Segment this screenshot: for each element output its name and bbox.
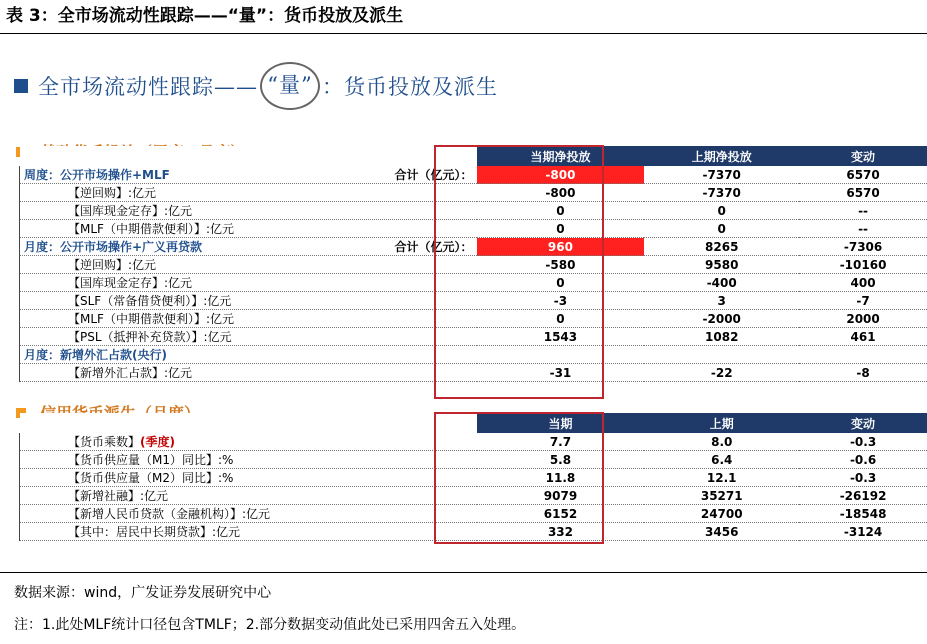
row-label-text: 【新增外汇占款】:亿元 xyxy=(68,366,193,380)
cell-current: -800 xyxy=(477,184,645,202)
table-row xyxy=(20,433,927,451)
table-row xyxy=(20,166,927,184)
cell-current: 9079 xyxy=(477,487,645,505)
cell-current: 960 xyxy=(477,238,645,256)
cell-previous: 1082 xyxy=(644,328,799,346)
col-header-current: 当期 xyxy=(477,413,645,433)
cell-change: 6570 xyxy=(799,166,927,184)
base-money-table xyxy=(19,146,927,382)
row-label-text: 【新增社融】:亿元 xyxy=(68,489,169,503)
row-label-text: 月度：新增外汇占款(央行) xyxy=(24,348,167,362)
cell-current: -3 xyxy=(477,292,645,310)
cell-change: 461 xyxy=(799,328,927,346)
table-header xyxy=(20,413,927,433)
col-header-change: 变动 xyxy=(799,146,927,166)
cell-previous: -7370 xyxy=(644,166,799,184)
table-row xyxy=(20,523,927,541)
row-label-text: 【货币供应量（M1）同比】:% xyxy=(68,453,234,467)
table-row xyxy=(20,202,927,220)
row-label xyxy=(20,310,477,328)
table-caption: 表 3：全市场流动性跟踪——“量”：货币投放及派生 xyxy=(6,6,404,26)
title-text-after: ：货币投放及派生 xyxy=(322,75,498,99)
cell-previous: 9580 xyxy=(644,256,799,274)
row-label xyxy=(20,505,477,523)
row-label xyxy=(20,184,477,202)
row-total-note: 合计（亿元）： xyxy=(394,168,473,182)
row-label-text: 周度：公开市场操作+MLF xyxy=(24,168,170,182)
cell-current: 11.8 xyxy=(477,469,645,487)
table-header xyxy=(20,146,927,166)
table-row xyxy=(20,184,927,202)
title-circled-word: “量” xyxy=(260,62,320,110)
row-label xyxy=(20,274,477,292)
cell-change: -10160 xyxy=(799,256,927,274)
table-row xyxy=(20,292,927,310)
col-header-change: 变动 xyxy=(799,413,927,433)
row-label-text: 【货币供应量（M2）同比】:% xyxy=(68,471,234,485)
table-row xyxy=(20,310,927,328)
title-text-before: 全市场流动性跟踪—— xyxy=(38,75,258,99)
row-label xyxy=(20,523,477,541)
cell-current: 0 xyxy=(477,220,645,238)
cell-current: 5.8 xyxy=(477,451,645,469)
cell-current: -800 xyxy=(477,166,645,184)
cell-previous: 12.1 xyxy=(644,469,799,487)
cell-previous: -2000 xyxy=(644,310,799,328)
cell-change: -- xyxy=(799,202,927,220)
cell-previous: -400 xyxy=(644,274,799,292)
cell-change: 2000 xyxy=(799,310,927,328)
table-row xyxy=(20,346,927,364)
cell-previous: 6.4 xyxy=(644,451,799,469)
cell-previous: 0 xyxy=(644,220,799,238)
table-row xyxy=(20,364,927,382)
row-label xyxy=(20,487,477,505)
row-label xyxy=(20,166,477,184)
row-total-note: 合计（亿元）： xyxy=(394,240,473,254)
row-label xyxy=(20,364,477,382)
row-label-text: 【SLF（常备借贷便利）】:亿元 xyxy=(68,294,232,308)
row-label-text: 【国库现金定存】:亿元 xyxy=(68,276,193,290)
footnote: 注：1.此处MLF统计口径包含TMLF；2.部分数据变动值此处已采用四舍五入处理。 xyxy=(14,617,526,633)
cell-change: -7 xyxy=(799,292,927,310)
cell-previous: -22 xyxy=(644,364,799,382)
cell-current: 0 xyxy=(477,274,645,292)
cell-current: 0 xyxy=(477,202,645,220)
cell-current: -580 xyxy=(477,256,645,274)
cell-current: 6152 xyxy=(477,505,645,523)
row-label xyxy=(20,346,477,364)
row-label-text: 【逆回购】:亿元 xyxy=(68,258,157,272)
row-label xyxy=(20,469,477,487)
table-row xyxy=(20,274,927,292)
row-label xyxy=(20,451,477,469)
row-label-text: 【国库现金定存】:亿元 xyxy=(68,204,193,218)
cell-change: -26192 xyxy=(799,487,927,505)
cell-previous: 3456 xyxy=(644,523,799,541)
col-header-previous: 上期净投放 xyxy=(644,146,799,166)
row-label xyxy=(20,202,477,220)
data-source: 数据来源：wind，广发证券发展研究中心 xyxy=(14,585,272,601)
table-row xyxy=(20,505,927,523)
cell-change xyxy=(799,346,927,364)
table-row xyxy=(20,469,927,487)
cell-change: -3124 xyxy=(799,523,927,541)
cell-change: 6570 xyxy=(799,184,927,202)
row-label xyxy=(20,292,477,310)
cell-previous: 8.0 xyxy=(644,433,799,451)
row-label-text: 【新增人民币贷款（金融机构）】:亿元 xyxy=(68,507,271,521)
cell-change: -- xyxy=(799,220,927,238)
cell-previous: -7370 xyxy=(644,184,799,202)
cell-current xyxy=(477,346,645,364)
main-title xyxy=(14,66,498,106)
footer-divider xyxy=(0,572,927,573)
row-label-text: 【PSL（抵押补充贷款）】:亿元 xyxy=(68,330,232,344)
cell-change: -0.6 xyxy=(799,451,927,469)
table-row xyxy=(20,487,927,505)
title-square-icon xyxy=(14,79,28,93)
table-row xyxy=(20,238,927,256)
caption-divider xyxy=(0,33,927,34)
row-label-text: 【其中：居民中长期贷款】:亿元 xyxy=(68,525,241,539)
cell-current: -31 xyxy=(477,364,645,382)
cell-current: 7.7 xyxy=(477,433,645,451)
cell-previous: 0 xyxy=(644,202,799,220)
row-label-text: 【MLF（中期借款便利）】:亿元 xyxy=(68,222,234,236)
cell-change: -0.3 xyxy=(799,469,927,487)
row-label-text: 月度：公开市场操作+广义再贷款 xyxy=(24,240,203,254)
row-label xyxy=(20,220,477,238)
table-row xyxy=(20,220,927,238)
row-label-text: 【货币乘数】 xyxy=(68,435,141,449)
row-label xyxy=(20,238,477,256)
cell-change: -8 xyxy=(799,364,927,382)
cell-previous xyxy=(644,346,799,364)
row-label-emphasis: (季度) xyxy=(140,435,175,449)
cell-current: 0 xyxy=(477,310,645,328)
cell-previous: 24700 xyxy=(644,505,799,523)
table-row xyxy=(20,328,927,346)
credit-money-table xyxy=(19,413,927,541)
cell-change: -18548 xyxy=(799,505,927,523)
table-row xyxy=(20,256,927,274)
row-label xyxy=(20,433,477,451)
table-row xyxy=(20,451,927,469)
cell-previous: 8265 xyxy=(644,238,799,256)
col-header-current: 当期净投放 xyxy=(477,146,645,166)
row-label-text: 【逆回购】:亿元 xyxy=(68,186,157,200)
row-label xyxy=(20,328,477,346)
cell-current: 332 xyxy=(477,523,645,541)
cell-change: -0.3 xyxy=(799,433,927,451)
cell-current: 1543 xyxy=(477,328,645,346)
row-label-text: 【MLF（中期借款便利）】:亿元 xyxy=(68,312,234,326)
cell-change: -7306 xyxy=(799,238,927,256)
cell-previous: 35271 xyxy=(644,487,799,505)
col-header-previous: 上期 xyxy=(644,413,799,433)
cell-previous: 3 xyxy=(644,292,799,310)
row-label xyxy=(20,256,477,274)
cell-change: 400 xyxy=(799,274,927,292)
